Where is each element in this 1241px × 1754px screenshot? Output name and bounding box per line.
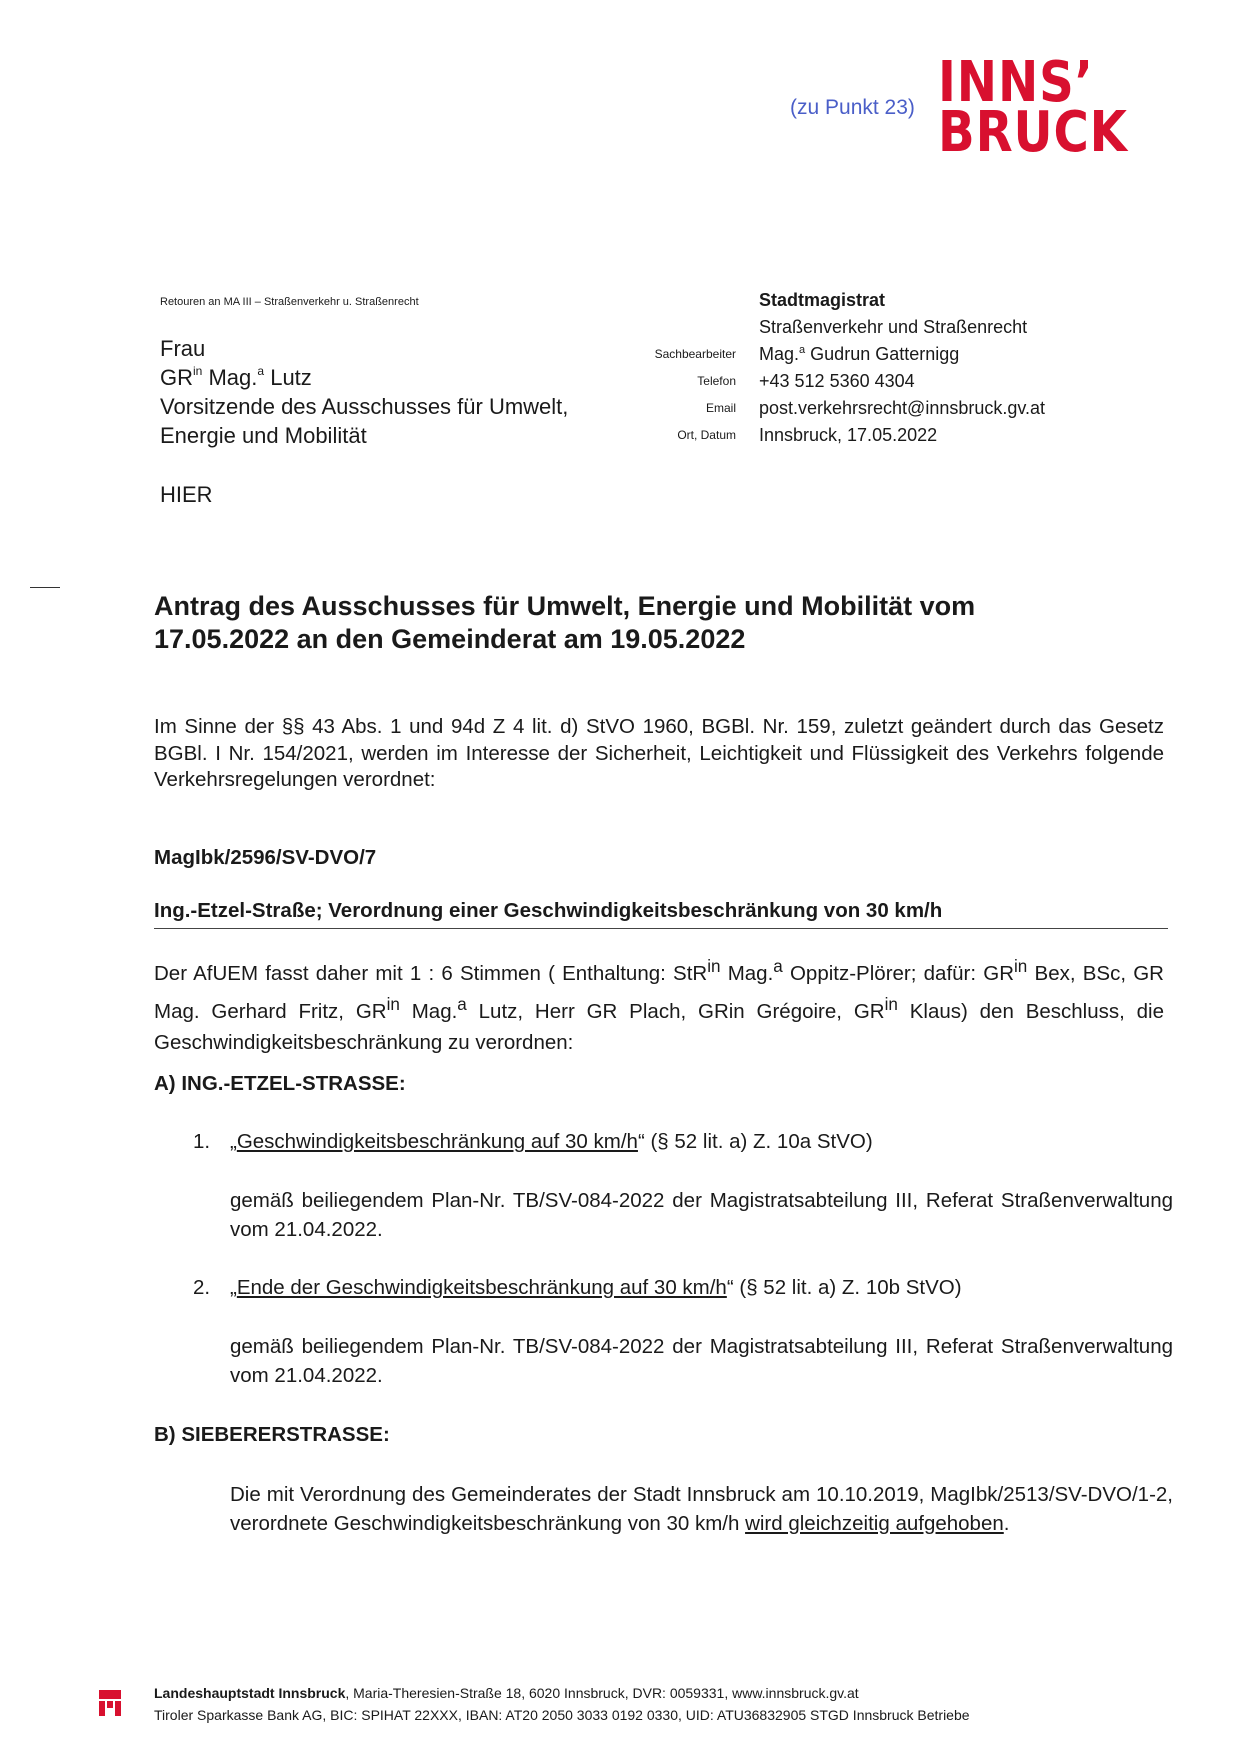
document-title xyxy=(154,590,1114,656)
footer-line-1: Landeshauptstadt Innsbruck, Maria-Theresien-Straße 18, 6020 Innsbruck, DVR: 0059331, www.innsbruck.gv.at xyxy=(154,1685,859,1701)
sender-phone: +43 512 5360 4304 xyxy=(759,371,915,391)
logo-line-2: BRUCK xyxy=(938,100,1128,165)
section-b-heading: B) SIEBERERSTRASSE: xyxy=(154,1423,390,1446)
section-a-heading: A) ING.-ETZEL-STRASSE: xyxy=(154,1072,406,1095)
title-line-2: 17.05.2022 an den Gemeinderat am 19.05.2022 xyxy=(154,624,746,654)
reference-number: MagIbk/2596/SV-DVO/7 xyxy=(154,846,377,869)
footer-line-2: Tiroler Sparkasse Bank AG, BIC: SPIHAT 22XXX, IBAN: AT20 2050 3033 0192 0330, UID: ATU36832905 STGD Innsbruck Betriebe xyxy=(154,1707,970,1723)
recipient-name: $GR^{in}$ Mag.$^a$ Lutz xyxy=(160,363,312,390)
sender-place-date: Innsbruck, 17.05.2022 xyxy=(759,425,938,445)
footer xyxy=(154,1682,970,1726)
label-place-date: Ort, Datum xyxy=(677,428,736,442)
subject-rule xyxy=(154,928,1168,929)
return-address: Retouren an MA III – Straßenverkehr u. Straßenrecht xyxy=(160,296,419,308)
innsbruck-coat-of-arms-icon xyxy=(98,1688,122,1718)
title-line-1: Antrag des Ausschusses für Umwelt, Energie und Mobilität vom xyxy=(154,591,976,621)
recipient-salutation: Frau xyxy=(160,336,206,361)
innsbruck-logo xyxy=(938,50,1159,165)
sender-email: post.verkehrsrecht@innsbruck.gv.at xyxy=(759,398,1046,418)
section-a-item-1-body: gemäß beiliegendem Plan-Nr. TB/SV-084-2022 der Magistratsabteilung III, Referat Straßenverwaltung vom 21.04.2022. xyxy=(230,1189,1173,1241)
sender-clerk: Mag.$^a$ Gudrun Gatternigg xyxy=(759,344,960,364)
label-clerk: Sachbearbeiter xyxy=(654,347,736,361)
agenda-note: (zu Punkt 23) xyxy=(790,96,915,119)
section-a-item-2: 2. „Ende der Geschwindigkeitsbeschränkung auf 30 km/h“ (§ 52 lit. a) Z. 10b StVO) xyxy=(193,1276,962,1299)
label-email: Email xyxy=(705,401,736,415)
recipient-role-2: Energie und Mobilität xyxy=(160,423,367,448)
section-a-item-1: 1. „Geschwindigkeitsbeschränkung auf 30 km/h“ (§ 52 lit. a) Z. 10a StVO) xyxy=(193,1130,873,1153)
recipient-role-1: Vorsitzende des Ausschusses für Umwelt, xyxy=(160,394,569,419)
subject-line: Ing.-Etzel-Straße; Verordnung einer Geschwindigkeitsbeschränkung von 30 km/h xyxy=(154,899,943,922)
sender-department: Straßenverkehr und Straßenrecht xyxy=(759,317,1028,337)
logo-line-1: INNS’ xyxy=(938,50,1094,115)
section-b-body: Die mit Verordnung des Gemeinderates der Stadt Innsbruck am 10.10.2019, MagIbk/2513/SV-DVO/1-2, verordnete Geschwindigkeitsbeschränkung von 30 km/h wird gleichzeitig aufgehoben. xyxy=(230,1483,1173,1535)
recipient-address xyxy=(160,334,568,450)
sender-block xyxy=(759,287,1045,449)
fold-mark xyxy=(30,587,60,588)
intro-paragraph: Im Sinne der §§ 43 Abs. 1 und 94d Z 4 lit. d) StVO 1960, BGBl. Nr. 159, zuletzt geändert durch das Gesetz BGBl. I Nr. 154/2021, werden im Interesse der Sicherheit, Leichtigkeit und Flüssigkeit des Verkehrs folgende Verkehrsregelungen verordnet: xyxy=(154,715,1164,791)
sender-heading: Stadtmagistrat xyxy=(759,290,886,310)
decision-paragraph: Der AfUEM fasst daher mit 1 : 6 Stimmen ( Enthaltung: StR$^{in}$ Mag.$^a$ Oppitz-Plörer; dafür: $GR^{in}$ Bex, BSc, GR Mag. Gerhard Fritz, $GR^{in}$ Mag.$^a$ Lutz, Herr GR Plach, GRin Grégoire, $GR^{in}$ Klaus) den Beschluss, die Geschwindigkeitsbeschränkung zu verordnen: xyxy=(154,957,1165,1054)
section-a-item-2-body: gemäß beiliegendem Plan-Nr. TB/SV-084-2022 der Magistratsabteilung III, Referat Straßenverwaltung vom 21.04.2022. xyxy=(230,1335,1173,1387)
recipient-location: HIER xyxy=(160,482,213,507)
label-phone: Telefon xyxy=(697,374,736,388)
